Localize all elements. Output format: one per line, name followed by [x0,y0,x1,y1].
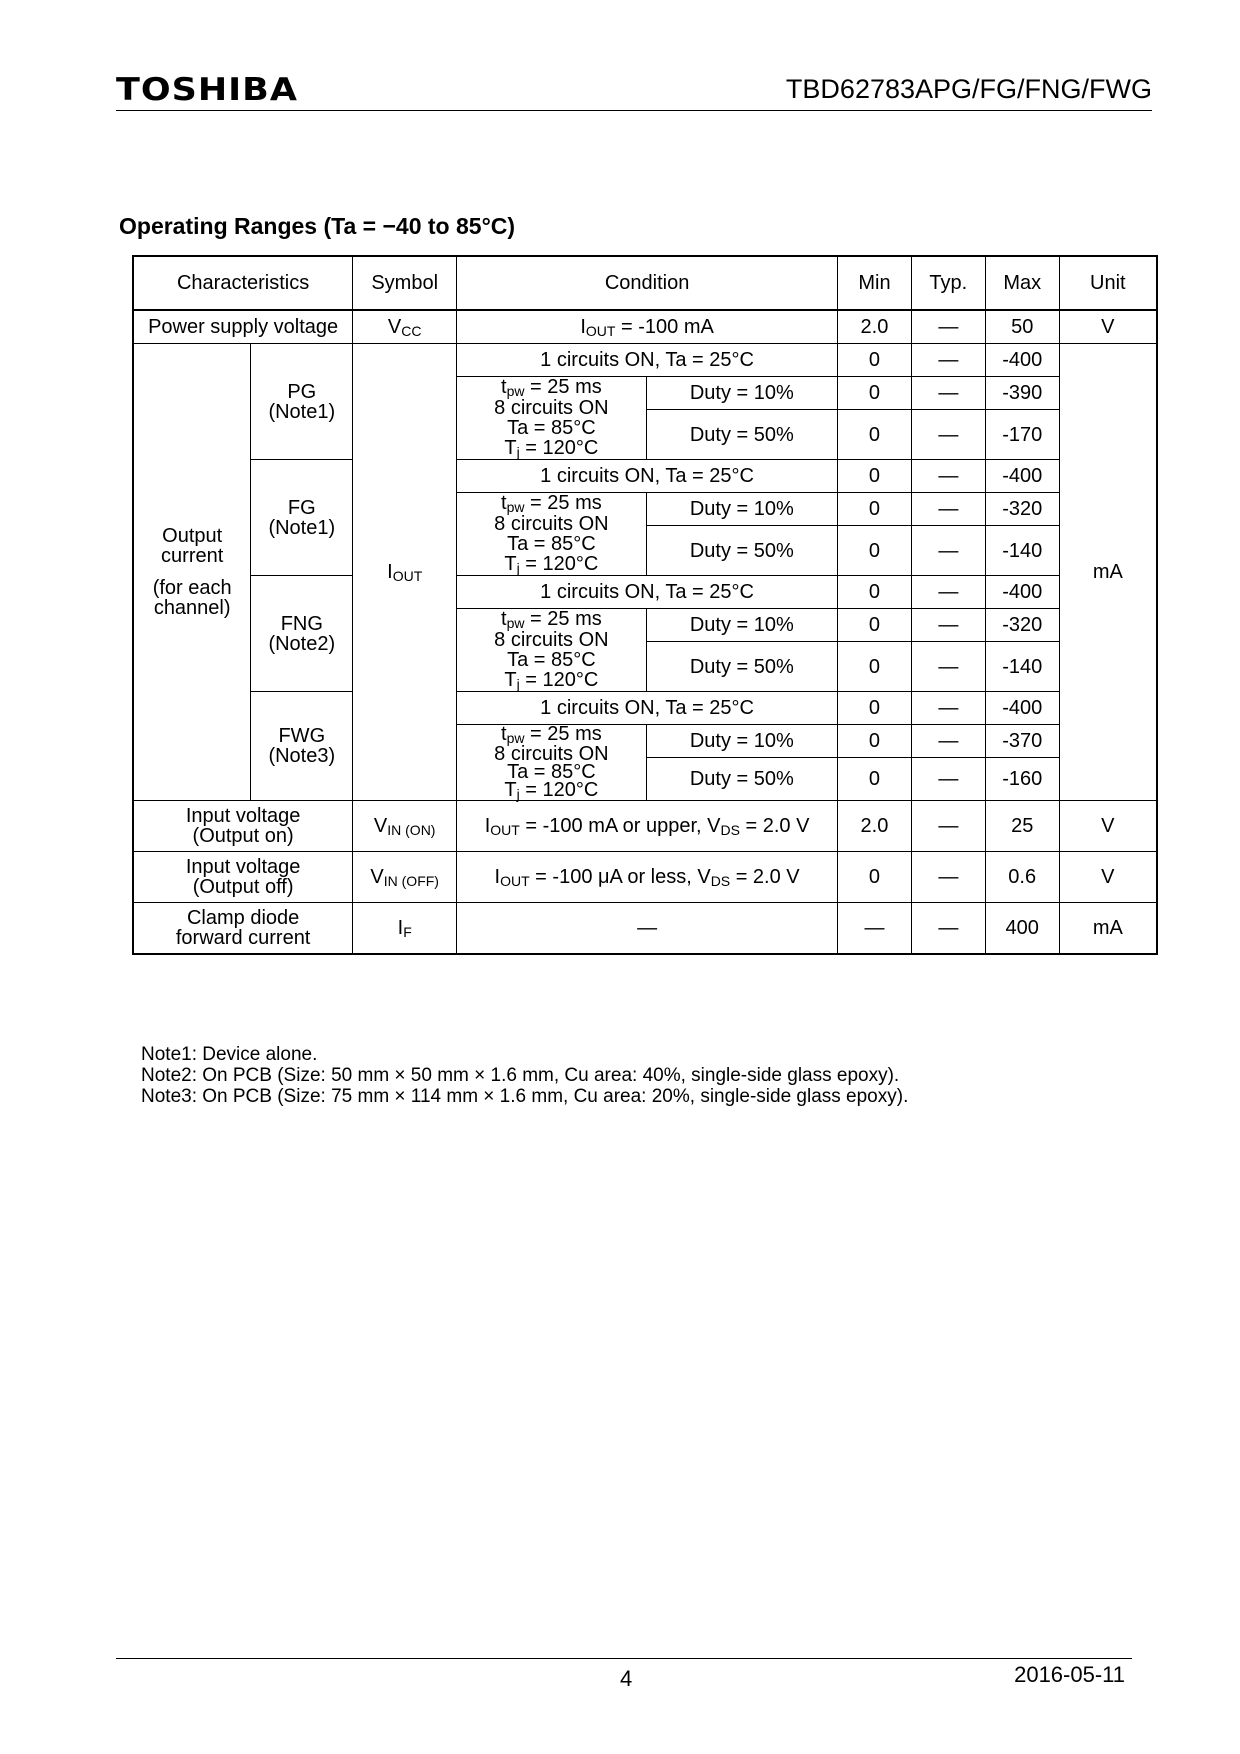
clamp-diode-condition: — [457,903,838,955]
toshiba-logo: TOSHIBA [116,72,298,108]
input-off-min: 0 [838,852,912,903]
typ-value: — [911,576,985,609]
input-off-typ: — [911,852,985,903]
header-min: Min [838,256,912,310]
max-value: -140 [985,642,1059,692]
duty-50: Duty = 50% [646,758,837,801]
max-value: -400 [985,460,1059,493]
max-value: -320 [985,609,1059,642]
max-value: -390 [985,377,1059,410]
max-value: -400 [985,692,1059,725]
duty-10: Duty = 10% [646,377,837,410]
header-max: Max [985,256,1059,310]
power-supply-condition: $I_{OUT} = -100$ mA [457,310,838,344]
min-value: 0 [838,410,912,460]
min-value: 0 [838,692,912,725]
page-number: 4 [620,1666,633,1691]
input-off-label: Input voltage (Output off) [133,852,353,903]
typ-value: — [911,493,985,526]
duty-50: Duty = 50% [646,410,837,460]
table-notes [141,1044,908,1107]
typ-value: — [911,410,985,460]
input-off-max: 0.6 [985,852,1059,903]
power-supply-symbol: $V_{CC}$ [353,310,457,344]
pulse-condition: $t_{pw} = 25$ ms 8 circuits ON Ta = 85°C $T_j = 120^\circ C$ [457,377,647,460]
input-on-unit: V [1059,801,1157,852]
note-3: Note3: On PCB (Size: 75 mm × 114 mm × 1.6 mm, Cu area: 20%, single-side glass epoxy). [141,1086,909,1107]
header-row [133,256,1157,310]
input-on-label: Input voltage (Output on) [133,801,353,852]
table-row-input-off [133,852,1157,903]
power-supply-min: 2.0 [838,310,912,344]
min-value: 0 [838,460,912,493]
note-2: Note2: On PCB (Size: 50 mm × 50 mm × 1.6 mm, Cu area: 40%, single-side glass epoxy). [141,1065,900,1086]
input-off-symbol: $V_{IN (OFF)}$ [353,852,457,903]
min-value: 0 [838,758,912,801]
max-value: -170 [985,410,1059,460]
header-typ: Typ. [911,256,985,310]
pulse-condition: $t_{pw} = 25$ ms 8 circuits ON Ta = 85°C $T_j = 120^\circ C$ [457,493,647,576]
min-value: 0 [838,576,912,609]
note-1: Note1: Device alone. [141,1044,318,1065]
duty-10: Duty = 10% [646,493,837,526]
min-value: 0 [838,526,912,576]
table-row-pg-single [133,344,1157,377]
typ-value: — [911,642,985,692]
typ-value: — [911,609,985,642]
table-row-fwg-single [133,692,1157,725]
min-value: 0 [838,642,912,692]
header-condition: Condition [457,256,838,310]
typ-value: — [911,758,985,801]
duty-10: Duty = 10% [646,725,837,758]
input-on-typ: — [911,801,985,852]
output-current-label: Output current (for each channel) [133,344,251,801]
clamp-diode-typ: — [911,903,985,955]
footer-rule [116,1658,1132,1659]
input-on-max: 25 [985,801,1059,852]
clamp-diode-symbol: $I_F$ [353,903,457,955]
output-current-unit: mA [1059,344,1157,801]
package-fng: FNG (Note2) [251,576,353,692]
input-off-unit: V [1059,852,1157,903]
power-supply-label: Power supply voltage [133,310,353,344]
part-number: TBD62783APG/FG/FNG/FWG [785,74,1152,104]
pulse-condition: $t_{pw} = 25$ ms 8 circuits ON Ta = 85°C $T_j = 120^\circ C$ [457,725,647,801]
input-on-min: 2.0 [838,801,912,852]
table-row-fg-single [133,460,1157,493]
header-unit: Unit [1059,256,1157,310]
table-row-clamp-diode [133,903,1157,955]
table-row-input-on [133,801,1157,852]
min-value: 0 [838,609,912,642]
duty-50: Duty = 50% [646,526,837,576]
duty-10: Duty = 10% [646,609,837,642]
clamp-diode-unit: mA [1059,903,1157,955]
input-on-symbol: $V_{IN (ON)}$ [353,801,457,852]
package-pg: PG (Note1) [251,344,353,460]
header-symbol: Symbol [353,256,457,310]
typ-value: — [911,344,985,377]
page-header [116,70,1152,111]
input-off-condition: $I_{OUT} = -100$ μA or less, $V_{DS} = 2.0$ V [457,852,838,903]
power-supply-unit: V [1059,310,1157,344]
power-supply-max: 50 [985,310,1059,344]
document-date: 2016-05-11 [1014,1662,1125,1687]
header-characteristics: Characteristics [133,256,353,310]
package-fg: FG (Note1) [251,460,353,576]
input-on-condition: $I_{OUT} = -100$ mA or upper, $V_{DS} = 2.0$ V [457,801,838,852]
max-value: -400 [985,344,1059,377]
package-fwg: FWG (Note3) [251,692,353,801]
single-condition: 1 circuits ON, Ta = 25°C [457,460,838,493]
typ-value: — [911,377,985,410]
duty-50: Duty = 50% [646,642,837,692]
max-value: -160 [985,758,1059,801]
single-condition: 1 circuits ON, Ta = 25°C [457,692,838,725]
min-value: 0 [838,493,912,526]
max-value: -320 [985,493,1059,526]
output-current-symbol: $I_{OUT}$ [353,344,457,801]
min-value: 0 [838,344,912,377]
power-supply-typ: — [911,310,985,344]
section-title: Operating Ranges (Ta = −40 to 85°C) [119,213,516,239]
typ-value: — [911,692,985,725]
typ-value: — [911,725,985,758]
typ-value: — [911,526,985,576]
clamp-diode-max: 400 [985,903,1059,955]
typ-value: — [911,460,985,493]
min-value: 0 [838,725,912,758]
single-condition: 1 circuits ON, Ta = 25°C [457,344,838,377]
max-value: -400 [985,576,1059,609]
table-row-fng-single [133,576,1157,609]
table-row-power-supply [133,310,1157,344]
max-value: -370 [985,725,1059,758]
single-condition: 1 circuits ON, Ta = 25°C [457,576,838,609]
pulse-condition: $t_{pw} = 25$ ms 8 circuits ON Ta = 85°C $T_j = 120^\circ C$ [457,609,647,692]
max-value: -140 [985,526,1059,576]
clamp-diode-min: — [838,903,912,955]
min-value: 0 [838,377,912,410]
clamp-diode-label: Clamp diode forward current [133,903,353,955]
operating-ranges-table [132,255,1158,955]
